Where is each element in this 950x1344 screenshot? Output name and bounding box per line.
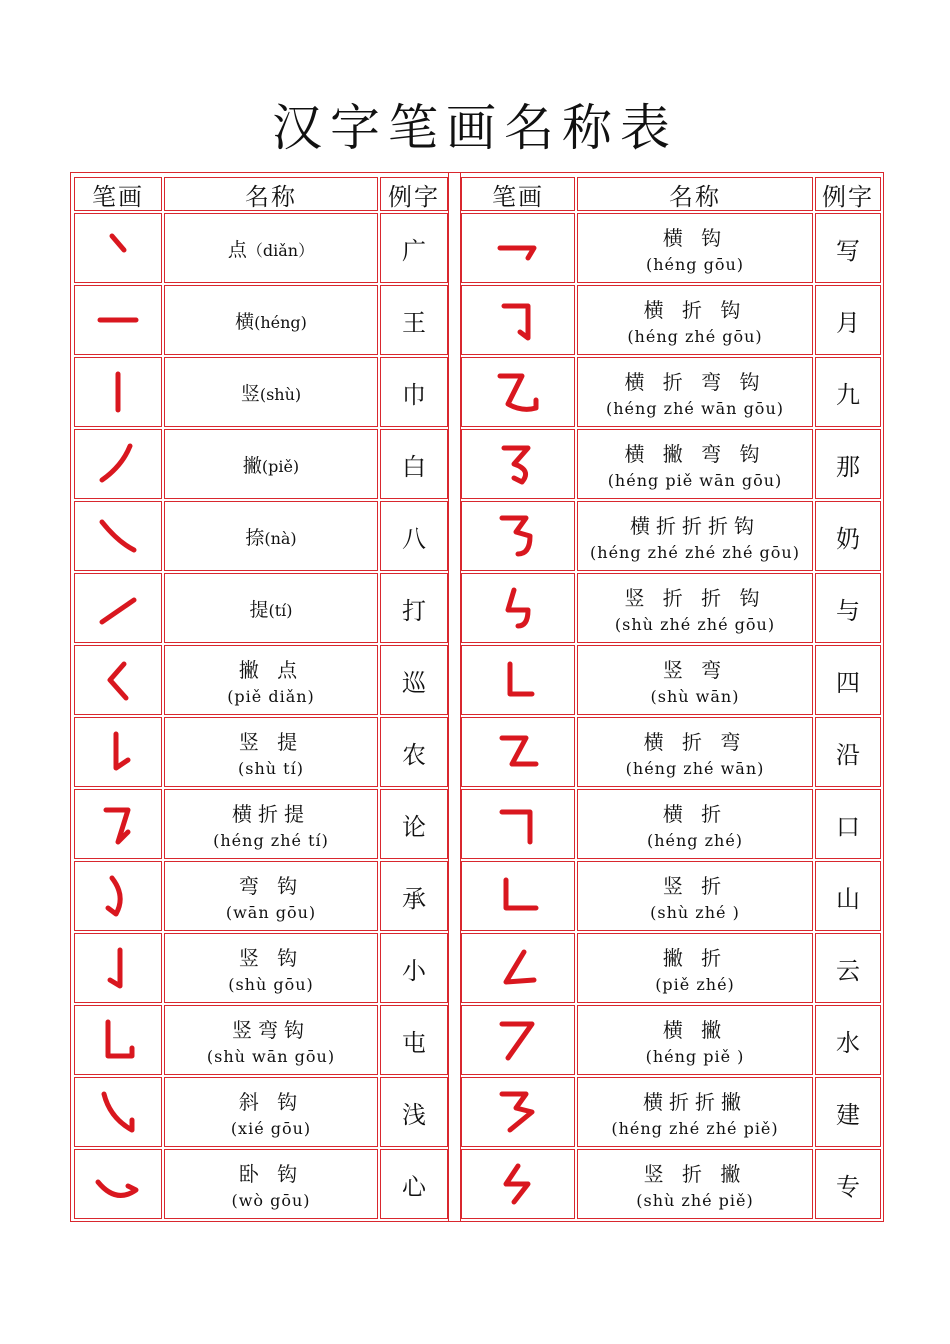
stroke-name-zh: 竖 折	[662, 874, 728, 898]
table-row	[461, 213, 881, 283]
table-row	[74, 573, 448, 643]
name-cell	[577, 1077, 813, 1147]
stroke-cell	[74, 501, 162, 571]
stroke-name-pinyin: (héng piě )	[645, 1047, 745, 1066]
example-char: 打	[380, 573, 448, 643]
stroke-name-zh: 横 钩	[662, 226, 728, 250]
example-char: 王	[380, 285, 448, 355]
example-char: 承	[380, 861, 448, 931]
stroke-cell	[461, 213, 575, 283]
name-cell	[164, 717, 378, 787]
stroke-name-zh: 卧 钩	[238, 1162, 304, 1186]
stroke-name-zh: 横 折	[662, 802, 728, 826]
example-char: 八	[380, 501, 448, 571]
stroke-cell	[74, 717, 162, 787]
example-char: 农	[380, 717, 448, 787]
shugou-stroke-icon	[88, 940, 148, 996]
shu-stroke-icon	[88, 364, 148, 420]
name-cell	[164, 285, 378, 355]
stroke-name-pinyin: (piě diǎn)	[227, 687, 315, 706]
header-name: 名称	[577, 177, 813, 211]
example-char: 九	[815, 357, 881, 427]
stroke-cell	[461, 717, 575, 787]
stroke-name-zh: 竖 钩	[238, 946, 304, 970]
stroke-cell	[461, 789, 575, 859]
stroke-name-pinyin: (héng gōu)	[645, 255, 745, 274]
name-cell	[164, 1005, 378, 1075]
hengzhe-stroke-icon	[488, 796, 548, 852]
example-char: 口	[815, 789, 881, 859]
shuwan-stroke-icon	[488, 652, 548, 708]
table-row	[74, 501, 448, 571]
stroke-name-pinyin: (héng piě wān gōu)	[607, 471, 783, 490]
example-char: 广	[380, 213, 448, 283]
stroke-name-pinyin: (héng zhé zhé zhé gōu)	[590, 543, 800, 562]
table-row	[461, 501, 881, 571]
example-char: 水	[815, 1005, 881, 1075]
example-char: 巡	[380, 645, 448, 715]
stroke-name-pinyin: (shù)	[259, 384, 302, 404]
name-cell	[164, 429, 378, 499]
stroke-cell	[74, 1149, 162, 1219]
stroke-name-zh: 横折折撇	[643, 1090, 747, 1114]
name-cell	[577, 429, 813, 499]
stroke-name-pinyin: (wò gōu)	[231, 1191, 311, 1210]
stroke-name-zh: 斜 钩	[238, 1090, 304, 1114]
table-row	[461, 717, 881, 787]
stroke-name-zh: 竖 提	[238, 730, 304, 754]
stroke-cell	[461, 1005, 575, 1075]
shuwangou-stroke-icon	[88, 1012, 148, 1068]
stroke-name-zh: 捺	[245, 526, 265, 549]
stroke-name-pinyin: （diǎn）	[246, 240, 315, 260]
stroke-name-zh: 撇 折	[662, 946, 728, 970]
stroke-cell	[74, 1005, 162, 1075]
table-row	[461, 573, 881, 643]
table-row	[74, 861, 448, 931]
name-cell	[164, 645, 378, 715]
name-cell	[577, 645, 813, 715]
stroke-name-pinyin: (xié gōu)	[230, 1119, 312, 1138]
right-half-table	[461, 177, 881, 1219]
example-char: 山	[815, 861, 881, 931]
stroke-name-line	[241, 379, 301, 406]
name-cell	[164, 789, 378, 859]
stroke-name-pinyin: (héng)	[254, 312, 307, 332]
left-half-table	[74, 177, 448, 1219]
table-row	[74, 1149, 448, 1219]
hengzhewan-stroke-icon	[488, 724, 548, 780]
page-title: 汉字笔画名称表	[272, 99, 678, 157]
stroke-name-pinyin: (héng zhé)	[646, 831, 744, 850]
example-char: 浅	[380, 1077, 448, 1147]
stroke-cell	[461, 429, 575, 499]
table-row	[74, 429, 448, 499]
name-cell	[164, 357, 378, 427]
stroke-cell	[461, 1077, 575, 1147]
stroke-table	[70, 172, 884, 1222]
stroke-cell	[74, 789, 162, 859]
table-row	[461, 789, 881, 859]
example-char: 那	[815, 429, 881, 499]
stroke-name-zh: 撇 点	[238, 658, 304, 682]
hengzheti-stroke-icon	[88, 796, 148, 852]
stroke-cell	[74, 429, 162, 499]
example-char: 与	[815, 573, 881, 643]
na-stroke-icon	[88, 508, 148, 564]
stroke-cell	[461, 645, 575, 715]
stroke-name-pinyin: (héng zhé wān)	[625, 759, 765, 778]
stroke-cell	[461, 933, 575, 1003]
table-row	[74, 213, 448, 283]
wogou-stroke-icon	[88, 1156, 148, 1212]
stroke-cell	[74, 357, 162, 427]
stroke-name-pinyin: (piě)	[261, 456, 300, 476]
stroke-name-pinyin: (wān gōu)	[225, 903, 317, 922]
stroke-cell	[461, 285, 575, 355]
name-cell	[577, 285, 813, 355]
stroke-name-zh: 横	[235, 310, 255, 333]
name-cell	[577, 933, 813, 1003]
header-row	[461, 177, 881, 211]
example-char: 白	[380, 429, 448, 499]
example-char: 屯	[380, 1005, 448, 1075]
stroke-name-pinyin: (shù wān)	[650, 687, 740, 706]
henggou-stroke-icon	[488, 220, 548, 276]
name-cell	[577, 789, 813, 859]
table-row	[74, 285, 448, 355]
name-cell	[577, 1149, 813, 1219]
name-cell	[164, 573, 378, 643]
stroke-cell	[461, 861, 575, 931]
name-cell	[164, 1077, 378, 1147]
stroke-name-zh: 横折提	[232, 802, 310, 826]
example-char: 专	[815, 1149, 881, 1219]
heng-stroke-icon	[88, 292, 148, 348]
table-row	[74, 789, 448, 859]
wangou-stroke-icon	[88, 868, 148, 924]
stroke-cell	[74, 645, 162, 715]
stroke-name-line	[235, 307, 307, 334]
stroke-name-pinyin: (shù zhé )	[650, 903, 740, 922]
table-row	[461, 1005, 881, 1075]
table-row	[461, 861, 881, 931]
header-example: 例字	[815, 177, 881, 211]
table-row	[461, 933, 881, 1003]
stroke-cell	[74, 933, 162, 1003]
stroke-cell	[461, 1149, 575, 1219]
stroke-name-pinyin: (shù zhé piě)	[636, 1191, 754, 1210]
example-char: 巾	[380, 357, 448, 427]
example-char: 论	[380, 789, 448, 859]
example-char: 沿	[815, 717, 881, 787]
table-row	[74, 717, 448, 787]
example-char: 建	[815, 1077, 881, 1147]
stroke-name-zh: 横 折 弯	[643, 730, 747, 754]
stroke-name-pinyin: (héng zhé wān gōu)	[606, 399, 784, 418]
hengzhegou-stroke-icon	[488, 292, 548, 348]
stroke-name-pinyin: (shù wān gōu)	[206, 1047, 336, 1066]
example-char: 云	[815, 933, 881, 1003]
table-row	[461, 645, 881, 715]
stroke-name-zh: 横 折 钩	[643, 298, 747, 322]
hengpiewangou-stroke-icon	[488, 436, 548, 492]
table-row	[461, 1077, 881, 1147]
name-cell	[577, 501, 813, 571]
table-row	[461, 285, 881, 355]
name-cell	[577, 1005, 813, 1075]
table-row	[74, 1077, 448, 1147]
stroke-name-zh: 横 折 弯 钩	[624, 370, 766, 394]
table-row	[74, 933, 448, 1003]
shuti-stroke-icon	[88, 724, 148, 780]
header-example: 例字	[380, 177, 448, 211]
stroke-name-pinyin: (nà)	[264, 528, 297, 548]
stroke-name-zh: 提	[249, 598, 269, 621]
example-char: 奶	[815, 501, 881, 571]
stroke-name-pinyin: (shù tí)	[238, 759, 304, 778]
stroke-name-pinyin: (tí)	[268, 600, 293, 620]
shuzhe-stroke-icon	[488, 868, 548, 924]
stroke-name-pinyin: (héng zhé zhé piě)	[611, 1119, 779, 1138]
hengzhezhezhegou-stroke-icon	[488, 508, 548, 564]
stroke-name-line	[249, 595, 292, 622]
name-cell	[577, 357, 813, 427]
stroke-name-zh: 竖 折 撇	[643, 1162, 747, 1186]
stroke-cell	[74, 1077, 162, 1147]
shuzhepie-stroke-icon	[488, 1156, 548, 1212]
name-cell	[577, 213, 813, 283]
stroke-name-line	[243, 451, 299, 478]
hengpie-stroke-icon	[488, 1012, 548, 1068]
stroke-name-zh: 竖弯钩	[232, 1018, 310, 1042]
header-stroke: 笔画	[461, 177, 575, 211]
example-char: 写	[815, 213, 881, 283]
stroke-cell	[461, 357, 575, 427]
stroke-cell	[74, 285, 162, 355]
stroke-name-zh: 横 撇	[662, 1018, 728, 1042]
piezhe-stroke-icon	[488, 940, 548, 996]
name-cell	[164, 501, 378, 571]
stroke-name-zh: 横 撇 弯 钩	[624, 442, 766, 466]
example-char: 心	[380, 1149, 448, 1219]
xiegou-stroke-icon	[88, 1084, 148, 1140]
table-row	[461, 1149, 881, 1219]
piedian-stroke-icon	[88, 652, 148, 708]
pie-stroke-icon	[88, 436, 148, 492]
dian-stroke-icon	[88, 220, 148, 276]
stroke-name-line	[228, 235, 314, 262]
stroke-name-zh: 横折折折钩	[630, 514, 760, 538]
table-row	[74, 357, 448, 427]
table-row	[461, 357, 881, 427]
table-row	[461, 429, 881, 499]
name-cell	[164, 933, 378, 1003]
stroke-name-pinyin: (héng zhé tí)	[213, 831, 329, 850]
stroke-cell	[461, 573, 575, 643]
name-cell	[577, 861, 813, 931]
hengzhezhepie-stroke-icon	[488, 1084, 548, 1140]
stroke-name-pinyin: (héng zhé gōu)	[627, 327, 763, 346]
example-char: 月	[815, 285, 881, 355]
example-char: 四	[815, 645, 881, 715]
name-cell	[164, 1149, 378, 1219]
stroke-name-zh: 竖 折 折 钩	[624, 586, 766, 610]
name-cell	[164, 213, 378, 283]
name-cell	[164, 861, 378, 931]
stroke-name-pinyin: (shù gōu)	[228, 975, 314, 994]
stroke-name-pinyin: (shù zhé zhé gōu)	[614, 615, 776, 634]
stroke-cell	[74, 861, 162, 931]
shuzhezhegou-stroke-icon	[488, 580, 548, 636]
header-name: 名称	[164, 177, 378, 211]
stroke-name-zh: 弯 钩	[238, 874, 304, 898]
header-stroke: 笔画	[74, 177, 162, 211]
table-row	[74, 1005, 448, 1075]
header-row	[74, 177, 448, 211]
stroke-cell	[461, 501, 575, 571]
stroke-name-pinyin: (piě zhé)	[655, 975, 735, 994]
name-cell	[577, 717, 813, 787]
stroke-cell	[74, 213, 162, 283]
stroke-name-line	[245, 523, 296, 550]
stroke-name-zh: 撇	[242, 454, 262, 477]
ti-stroke-icon	[88, 580, 148, 636]
example-char: 小	[380, 933, 448, 1003]
stroke-name-zh: 竖 弯	[662, 658, 728, 682]
hengzhewangou-stroke-icon	[488, 364, 548, 420]
name-cell	[577, 573, 813, 643]
column-divider	[448, 173, 461, 1221]
stroke-name-zh: 竖	[240, 382, 260, 405]
stroke-name-zh: 点	[227, 238, 247, 261]
stroke-cell	[74, 573, 162, 643]
table-row	[74, 645, 448, 715]
